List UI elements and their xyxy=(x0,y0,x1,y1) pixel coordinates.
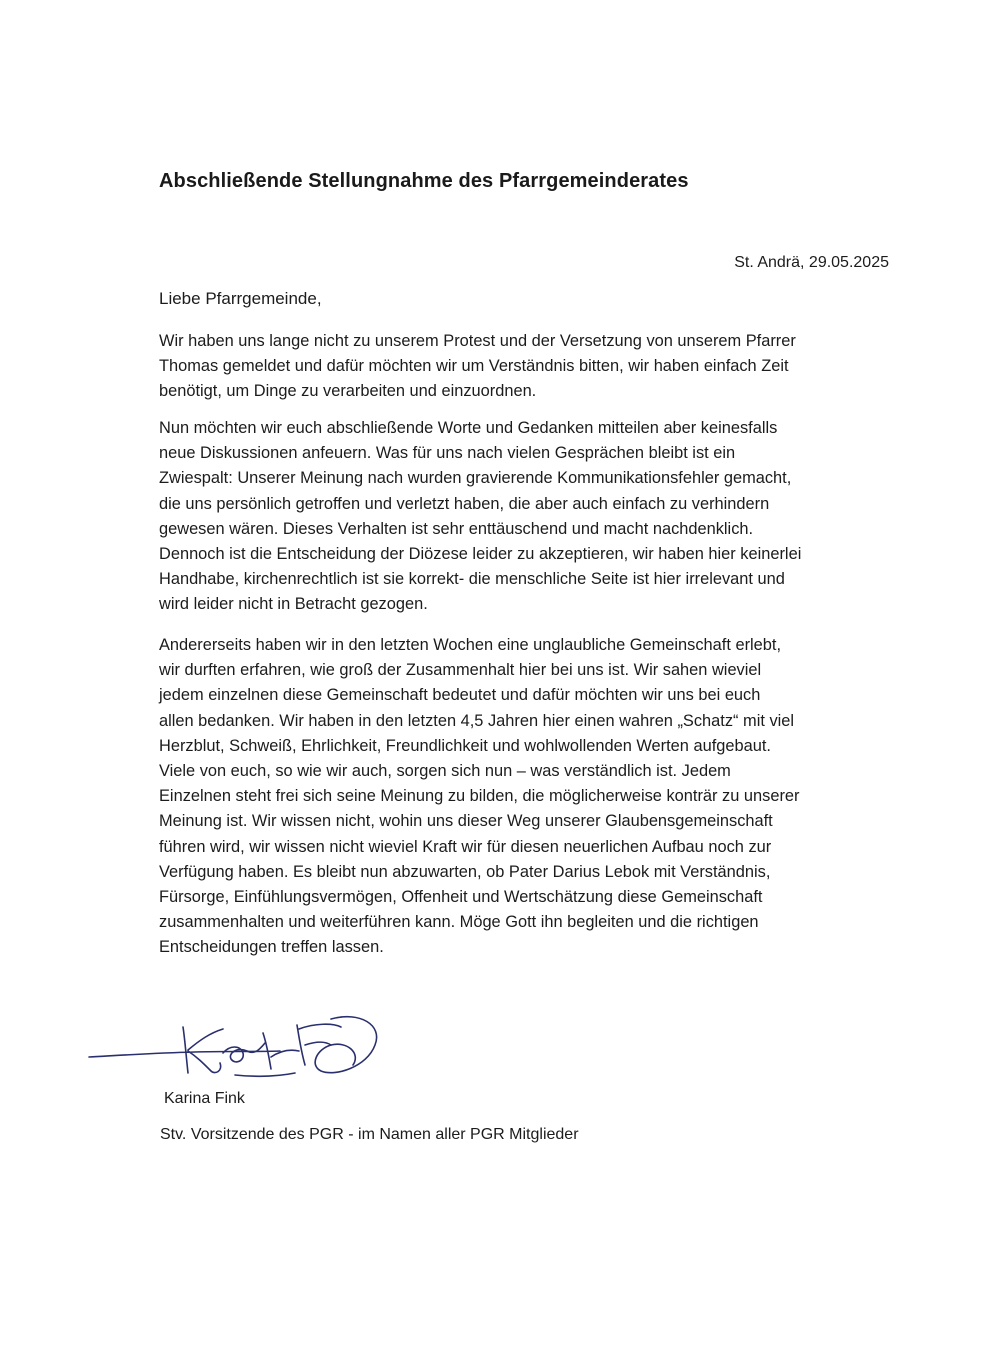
text-line: Meinung ist. Wir wissen nicht, wohin uns dieser Weg unserer Glaubensgemeinschaft xyxy=(159,812,773,831)
text-line: zusammenhalten und weiterführen kann. Möge Gott ihn begleiten und die richtigen xyxy=(159,913,759,932)
text-line: Zwiespalt: Unserer Meinung nach wurden gravierende Kommunikationsfehler gemacht, xyxy=(159,469,792,488)
text-line: Fürsorge, Einfühlungsvermögen, Offenheit und Wertschätzung diese Gemeinschaft xyxy=(159,888,763,907)
text-line: wird leider nicht in Betracht gezogen. xyxy=(159,595,428,614)
text-line: führen wird, wir wissen nicht wieviel Kraft wir für diesen neuerlichen Aufbau noch zur xyxy=(159,837,772,856)
paragraph-1 xyxy=(159,329,899,405)
text-line: die uns persönlich getroffen und verletzt haben, die aber auch einfach zu verhindern xyxy=(159,494,770,513)
text-line: allen bedanken. Wir haben in den letzten 4,5 Jahren hier einen wahren „Schatz“ mit viel xyxy=(159,711,795,730)
text-line: Nun möchten wir euch abschließende Worte und Gedanken mitteilen aber keinesfalls xyxy=(159,419,778,437)
text-line: Herzblut, Schweiß, Ehrlichkeit, Freundlichkeit und wohlwollenden Werten aufgebaut. xyxy=(159,736,771,755)
signer-role: Stv. Vorsitzende des PGR - im Namen aller PGR Mitglieder xyxy=(160,1126,579,1143)
signature-strokes xyxy=(89,1017,377,1077)
text-line: benötigt, um Dinge zu verarbeiten und einzuordnen. xyxy=(159,382,537,401)
text-line: Verfügung haben. Es bleibt nun abzuwarten, ob Pater Darius Lebok mit Verständnis, xyxy=(159,862,771,881)
handwritten-signature xyxy=(85,1005,385,1090)
paragraph-3 xyxy=(159,633,899,961)
document-title: Abschließende Stellungnahme des Pfarrgemeinderates xyxy=(159,170,689,192)
text-line: Dennoch ist die Entscheidung der Diözese leider zu akzeptieren, wir haben hier keinerlei xyxy=(159,545,802,564)
text-line: Einzelnen steht frei sich seine Meinung zu bilden, die möglicherweise konträr zu unserer xyxy=(159,787,800,806)
text-line: gewesen wären. Dieses Verhalten ist sehr enttäuschend und macht nachdenklich. xyxy=(159,519,754,538)
text-line: Handhabe, kirchenrechtlich ist sie korrekt- die menschliche Seite ist hier irrelevant und xyxy=(159,570,785,589)
text-line: Entscheidungen treffen lassen. xyxy=(159,938,384,957)
paragraph-2 xyxy=(159,416,899,618)
place-date: St. Andrä, 29.05.2025 xyxy=(734,254,889,271)
text-line: neue Diskussionen anfeuern. Was für uns nach vielen Gesprächen bleibt ist ein xyxy=(159,444,736,463)
signer-name: Karina Fink xyxy=(164,1090,245,1107)
salutation: Liebe Pfarrgemeinde, xyxy=(159,289,322,308)
text-line: Thomas gemeldet und dafür möchten wir um Verständnis bitten, wir haben einfach Zeit xyxy=(159,357,789,376)
text-line: Viele von euch, so wie wir auch, sorgen sich nun – was verständlich ist. Jedem xyxy=(159,762,731,781)
text-line: wir durften erfahren, wie groß der Zusammenhalt hier bei uns ist. Wir sahen wieviel xyxy=(159,661,762,680)
text-line: Wir haben uns lange nicht zu unserem Protest und der Versetzung von unserem Pfarrer xyxy=(159,332,796,350)
text-line: jedem einzelnen diese Gemeinschaft bedeutet und dafür möchten wir uns bei euch xyxy=(159,686,761,705)
text-line: Andererseits haben wir in den letzten Wochen eine unglaubliche Gemeinschaft erlebt, xyxy=(159,636,782,654)
